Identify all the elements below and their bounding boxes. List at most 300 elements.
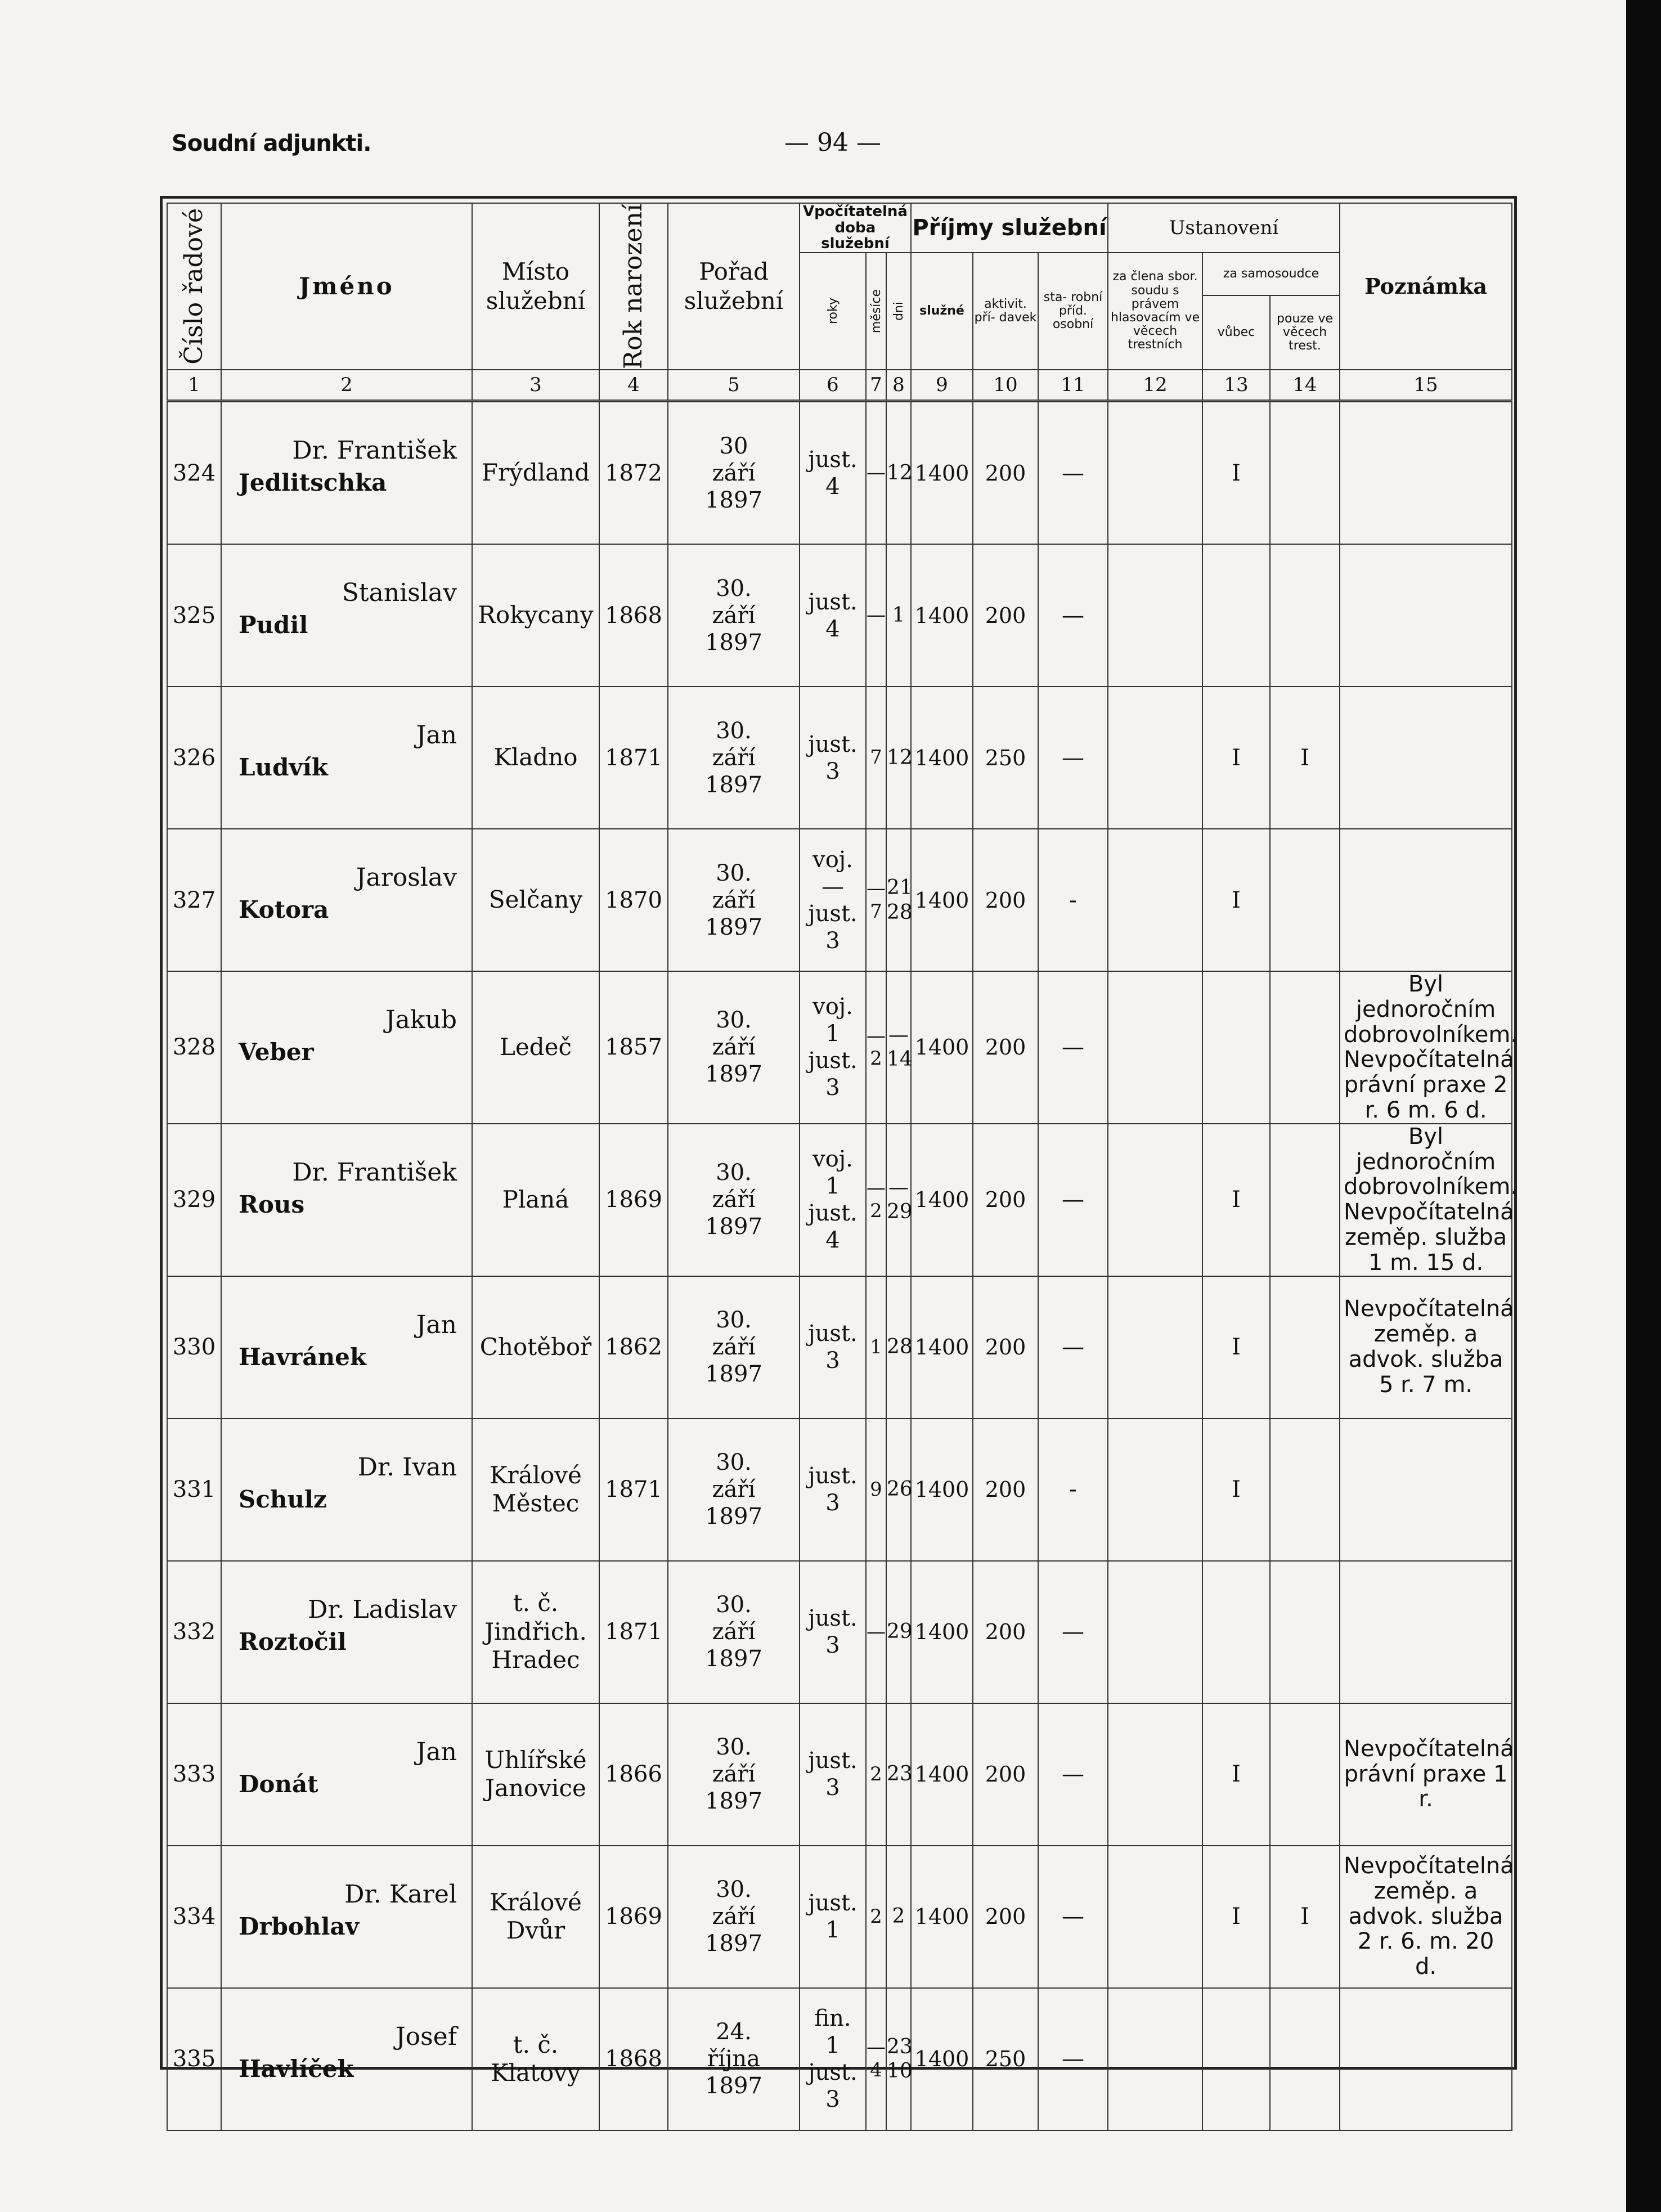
salary-value: 1400 [911,1846,973,1988]
service-days-line: — [888,1024,909,1047]
service-months [866,1124,886,1276]
judge-criminal-value [1270,829,1340,971]
service-order-date-line: září [712,1904,756,1930]
place-of-service [472,1124,599,1276]
service-days-lines [887,972,913,1123]
person-name [221,544,472,687]
service-order-date-line: 30. [716,1007,752,1034]
service-days [886,1988,911,2130]
service-years-line: just. [808,1048,858,1074]
service-years-line: 3 [825,2087,840,2113]
place-of-service-lines [473,545,599,686]
service-years [800,829,866,971]
activity-value: 200 [973,1561,1038,1703]
row-number: 327 [167,829,221,971]
note [1340,687,1512,829]
place-of-service-line: Hradec [491,1646,580,1674]
service-months-line: — [867,461,886,484]
place-of-service-line: Frýdland [481,459,590,487]
table-row [167,1988,1512,2130]
col-header-place-line2: služební [486,287,586,315]
service-order-date-lines [668,972,799,1123]
service-order-date [668,1276,800,1419]
service-order-date-line: 1897 [705,1788,762,1815]
activity-value: 250 [973,1988,1038,2130]
col-header-born [599,203,668,370]
judge-criminal-value [1270,1988,1340,2130]
place-of-service-line: Uhlířské [484,1746,587,1774]
service-order-date-lines [668,1562,799,1703]
place-of-service-line: Kladno [493,743,578,771]
service-years-line: 3 [825,1348,840,1374]
row-number: 334 [167,1846,221,1988]
service-days-line: 12 [887,746,913,769]
service-years [800,1703,866,1846]
service-years-line: 1 [825,2032,840,2059]
activity-value: 200 [973,1276,1038,1419]
place-of-service-lines [473,1277,599,1418]
table-row [167,971,1512,1124]
col-number: 12 [1108,370,1202,401]
service-order-date-line: 30. [716,1592,752,1618]
service-order-date-line: 1897 [705,1214,762,1240]
service-order-date-lines [668,1277,799,1418]
col-header-seniority-bonus: sta- robní příd. osobní [1038,253,1108,370]
senate-value [1108,1561,1202,1703]
service-order-date-line: 30. [716,1160,752,1186]
service-months-lines [867,1989,886,2130]
service-years-line: 3 [825,927,840,954]
seniority-value: — [1038,1703,1108,1846]
service-months [866,1276,886,1419]
place-of-service-line: Králové [490,1888,582,1916]
service-months [866,1988,886,2130]
col-header-number [167,203,221,370]
service-order-date-line: září [712,744,756,771]
surname: Donát [239,1770,318,1798]
surname: Roztočil [239,1627,347,1655]
group-header-single-judge: za samosoudce [1202,253,1340,295]
seniority-value: - [1038,1419,1108,1561]
senate-value [1108,829,1202,971]
person-name [221,1846,472,1988]
service-order-date [668,971,800,1124]
service-years-lines [800,1989,865,2130]
register-table [167,203,1518,2131]
service-months-line: 7 [870,900,882,923]
judge-criminal-value [1270,1276,1340,1419]
service-days-lines [887,402,913,544]
person-name [221,1561,472,1703]
seniority-value: — [1038,1276,1108,1419]
given-name: Jan [416,1737,457,1766]
service-order-date-line: 30. [716,860,752,886]
judge-all-value: I [1202,1124,1270,1276]
col-header-days-text: dni [891,301,906,321]
service-order-date-line: 30. [716,717,752,744]
person-name [221,401,472,545]
judge-all-value: I [1202,687,1270,829]
service-days-lines [887,1704,913,1845]
col-header-order [668,203,800,370]
place-of-service-lines [473,829,599,971]
service-days-line: 1 [892,603,905,627]
person-name [221,1703,472,1846]
surname: Havlíček [239,2054,354,2083]
service-days-lines [887,1419,913,1560]
note: Byl jednoročním dobrovolníkem. Nevpočítatelná právní praxe 2 r. 6 m. 6 d. [1340,971,1512,1124]
place-of-service-line: Jindřich. [484,1617,587,1645]
group-header-appointment: Ustanovení [1108,203,1340,253]
service-months-line: 7 [870,746,882,769]
place-of-service-lines [473,402,599,544]
salary-value: 1400 [911,544,973,687]
row-number: 335 [167,1988,221,2130]
row-number: 324 [167,401,221,545]
service-order-date [668,687,800,829]
birth-year: 1869 [599,1124,668,1276]
service-years-line: 1 [825,1021,840,1047]
service-years [800,971,866,1124]
service-order-date [668,829,800,971]
place-of-service [472,1561,599,1703]
judge-all-value [1202,1561,1270,1703]
service-order-date-line: září [712,1334,756,1361]
service-order-date-line: 1897 [705,1061,762,1088]
service-order-date-line: září [712,460,756,486]
row-number: 332 [167,1561,221,1703]
activity-value: 200 [973,1846,1038,1988]
activity-value: 200 [973,544,1038,687]
place-of-service-lines [473,1419,599,1560]
service-years [800,1846,866,1988]
service-days [886,1703,911,1846]
given-name: Dr. Ivan [357,1452,457,1482]
service-years [800,687,866,829]
birth-year: 1872 [599,401,668,545]
col-header-judge-criminal: pouze ve věcech trest. [1270,295,1340,370]
service-years-lines [800,972,865,1123]
place-of-service-line: t. č. [513,2030,559,2058]
service-months-lines [867,972,886,1123]
service-years-lines [800,829,865,971]
note [1340,1988,1512,2130]
judge-all-value: I [1202,1276,1270,1419]
service-months-line: — [867,2036,886,2059]
seniority-value: — [1038,1846,1108,1988]
col-number: 5 [668,370,800,401]
salary-value: 1400 [911,687,973,829]
service-order-date-line: 30. [716,1307,752,1334]
service-order-date-line: 1897 [705,1646,762,1672]
col-header-place [472,203,599,370]
service-years-lines [800,1704,865,1845]
birth-year: 1869 [599,1846,668,1988]
service-years-line: just. [808,731,858,757]
col-header-salary: služné [911,253,973,370]
col-header-months [866,253,886,370]
activity-value: 200 [973,1124,1038,1276]
row-number: 328 [167,971,221,1124]
col-header-note: Poznámka [1340,203,1512,370]
person-name [221,829,472,971]
service-order-date-line: září [712,1187,756,1213]
senate-value [1108,1124,1202,1276]
given-name: Dr. František [292,1157,457,1187]
given-name: Jan [416,1310,457,1339]
note: Byl jednoročním dobrovolníkem. Nevpočítatelná zeměp. služba 1 m. 15 d. [1340,1124,1512,1276]
service-order-date-line: září [712,1034,756,1061]
col-header-name: Jméno [221,203,472,370]
note: Nevpočítatelná zeměp. a advok. služba 5 r. 7 m. [1340,1276,1512,1419]
service-years [800,544,866,687]
col-number: 4 [599,370,668,401]
place-of-service-line: Janovice [485,1774,586,1802]
surname: Veber [239,1038,314,1066]
service-months [866,1703,886,1846]
seniority-value: - [1038,829,1108,971]
birth-year: 1871 [599,1561,668,1703]
service-days-line: 23 [887,1762,913,1786]
service-days [886,971,911,1124]
judge-criminal-value [1270,1561,1340,1703]
seniority-value: — [1038,1561,1108,1703]
service-days-lines [887,1124,913,1276]
service-months [866,1846,886,1988]
service-order-date-lines [668,1704,799,1845]
col-number: 9 [911,370,973,401]
service-months-lines [867,1419,886,1560]
service-days-lines [887,545,910,686]
salary-value: 1400 [911,401,973,545]
note [1340,1561,1512,1703]
person-name [221,971,472,1124]
service-months [866,1419,886,1561]
row-number: 325 [167,544,221,687]
person-name [221,1419,472,1561]
service-years-line: 3 [825,1490,840,1516]
service-order-date-lines [668,1419,799,1560]
seniority-value: — [1038,971,1108,1124]
judge-all-value [1202,544,1270,687]
place-of-service [472,401,599,545]
senate-value [1108,687,1202,829]
service-order-date-line: září [712,1477,756,1503]
service-days-line: 21 [887,876,913,900]
given-name: Jakub [385,1006,457,1034]
service-years-line: 3 [825,1632,840,1659]
service-days-lines [887,1989,913,2130]
senate-value [1108,1846,1202,1988]
col-number: 6 [800,370,866,401]
col-header-senate-member: za člena sbor. soudu s právem hlasovacím ve věcech trestních [1108,253,1202,370]
place-of-service-line: Chotěboř [479,1332,592,1361]
service-months-line: 4 [870,2059,882,2082]
senate-value [1108,971,1202,1124]
service-months-line: — [867,877,886,900]
service-days [886,544,911,687]
service-years [800,1419,866,1561]
judge-all-value: I [1202,1846,1270,1988]
table-row [167,401,1512,545]
place-of-service-line: Ledeč [499,1033,572,1061]
col-header-number-text: Číslo řadové [179,208,208,365]
salary-value: 1400 [911,829,973,971]
service-months-line: 2 [870,1762,882,1785]
service-order-date-line: 30. [716,1450,752,1476]
salary-value: 1400 [911,1703,973,1846]
place-of-service-line: Selčany [488,886,583,914]
person-name [221,1988,472,2130]
given-name: Dr. Ladislav [308,1595,457,1624]
place-of-service-line: Dvůr [506,1917,565,1945]
service-order-date [668,544,800,687]
place-of-service-line: Rokycany [478,601,594,629]
service-order-date [668,1419,800,1561]
service-months-lines [867,1846,886,1987]
service-days-line: 29 [887,1620,913,1644]
salary-value: 1400 [911,1124,973,1276]
table-row [167,829,1512,971]
service-years-line: just. [808,446,858,473]
place-of-service-lines [473,1989,599,2130]
person-name [221,687,472,829]
col-header-order-line1: Pořad [699,257,769,285]
service-years-lines [800,1277,865,1418]
service-months [866,401,886,545]
service-order-date-line: září [712,1619,756,1645]
service-years-line: just. [808,1200,858,1227]
service-order-date-line: září [712,887,756,913]
service-months [866,1561,886,1703]
service-days-line: — [888,1175,909,1199]
service-order-date-line: 1897 [705,487,762,513]
service-days [886,401,911,545]
activity-value: 200 [973,829,1038,971]
service-months-lines [867,1277,886,1418]
service-order-date-lines [668,687,799,828]
birth-year: 1871 [599,1419,668,1561]
seniority-value: — [1038,401,1108,545]
service-years-line: just. [808,2060,858,2086]
given-name: Dr. František [292,436,457,465]
service-order-date-lines [668,829,799,971]
service-days-line: 12 [887,461,913,484]
service-days-line: 10 [887,2060,913,2083]
service-months-line: — [867,1620,886,1643]
service-months-lines [867,829,886,971]
table-row [167,687,1512,829]
service-years-line: 4 [825,473,840,500]
judge-criminal-value [1270,544,1340,687]
service-days-lines [887,1562,913,1703]
service-years-line: 4 [825,1227,840,1254]
senate-value [1108,1988,1202,2130]
service-years [800,1561,866,1703]
given-name: Dr. Karel [344,1879,457,1909]
col-number: 1 [167,370,221,401]
service-order-date [668,1124,800,1276]
service-years-line: fin. [814,2005,851,2032]
place-of-service [472,1276,599,1419]
table-row [167,1276,1512,1419]
service-order-date-lines [668,1846,799,1987]
judge-all-value: I [1202,829,1270,971]
service-years-line: just. [808,1463,858,1489]
note [1340,544,1512,687]
birth-year: 1857 [599,971,668,1124]
note [1340,829,1512,971]
service-days-lines [887,1277,913,1418]
service-order-date-line: září [712,602,756,629]
salary-value: 1400 [911,1561,973,1703]
service-months-lines [867,1704,886,1845]
judge-criminal-value [1270,1124,1340,1276]
service-days-line: 29 [887,1200,913,1224]
col-header-judge-all: vůbec [1202,295,1270,370]
service-order-date-line: 30. [716,575,752,602]
col-header-activity-bonus: aktivit. pří- davek [973,253,1038,370]
service-days-line: 14 [887,1048,913,1071]
place-of-service-lines [473,687,599,828]
service-order-date-lines [668,1124,799,1276]
birth-year: 1870 [599,829,668,971]
service-years [800,1988,866,2130]
service-order-date [668,401,800,545]
judge-all-value: I [1202,1419,1270,1561]
col-number: 15 [1340,370,1512,401]
col-header-born-text: Rok narození [618,204,648,369]
service-order-date [668,1703,800,1846]
place-of-service-lines [473,972,599,1123]
service-order-date [668,1846,800,1988]
service-days-line: 26 [887,1478,913,1501]
place-of-service [472,829,599,971]
row-number: 333 [167,1703,221,1846]
service-years-line: — [821,873,844,900]
service-months-lines [867,1124,886,1276]
birth-year: 1868 [599,544,668,687]
service-days-lines [887,829,913,971]
col-header-years [800,253,866,370]
service-order-date-line: 1897 [705,914,762,940]
group-header-income: Příjmy služební [911,203,1108,253]
col-header-days [886,253,911,370]
service-months [866,971,886,1124]
service-years-line: 3 [825,758,840,784]
service-months [866,687,886,829]
service-days-lines [887,687,913,828]
service-years-lines [800,1846,865,1987]
service-days [886,1124,911,1276]
service-years-line: just. [808,900,858,927]
place-of-service [472,971,599,1124]
service-years-line: voj. [812,994,853,1020]
service-months-line: 2 [870,1200,882,1223]
service-days-line: 28 [887,1335,913,1359]
service-months-line: 2 [870,1905,882,1928]
book-spine [1626,0,1661,2212]
service-months-line: 9 [870,1478,882,1501]
service-days [886,1276,911,1419]
senate-value [1108,1703,1202,1846]
surname: Jedlitschka [239,469,387,496]
col-number: 7 [866,370,886,401]
service-days [886,829,911,971]
service-months [866,544,886,687]
service-days [886,1561,911,1703]
note: Nevpočítatelná právní praxe 1 r. [1340,1703,1512,1846]
